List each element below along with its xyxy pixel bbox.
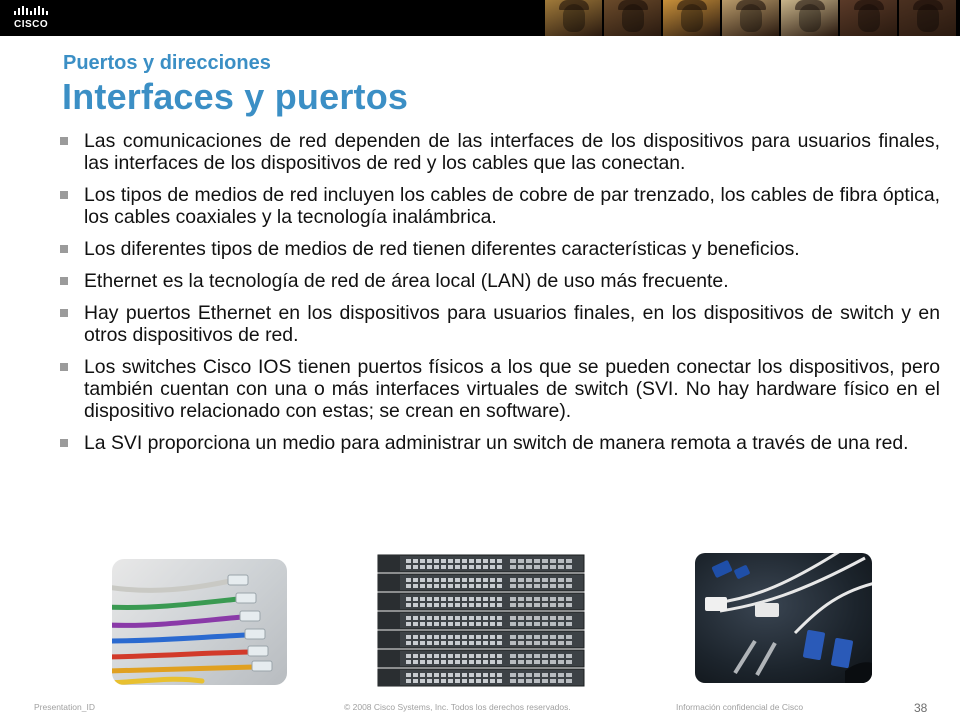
bullet-text: La SVI proporciona un medio para administrar un switch de manera remota a través de una red. — [84, 432, 909, 454]
bullet-item — [60, 184, 940, 228]
banner-photo — [781, 0, 838, 36]
bullet-item — [60, 302, 940, 346]
page-number: 38 — [914, 701, 928, 715]
banner-photo — [899, 0, 956, 36]
bullet-item — [60, 130, 940, 174]
switch-stack-image — [376, 551, 586, 691]
fiber-connectors-image — [695, 553, 872, 683]
bullet-item — [60, 270, 940, 292]
cisco-logo-text: CISCO — [14, 19, 49, 30]
bullet-square-icon — [60, 309, 68, 317]
banner-photo — [545, 0, 602, 36]
slide-subtitle: Puertos y direcciones — [63, 52, 271, 74]
footer-confidential: Información confidencial de Cisco — [676, 702, 804, 712]
bullet-text: Los tipos de medios de red incluyen los cables de cobre de par trenzado, los cables de fibra óptica, los cables coaxiales y la tecnología inalámbrica. — [84, 184, 940, 228]
bullet-square-icon — [60, 191, 68, 199]
bullet-square-icon — [60, 137, 68, 145]
bullet-square-icon — [60, 245, 68, 253]
header-banner — [0, 0, 960, 36]
bullet-text: Ethernet es la tecnología de red de área local (LAN) de uso más frecuente. — [84, 270, 729, 292]
bullet-square-icon — [60, 363, 68, 371]
bullet-text: Hay puertos Ethernet en los dispositivos para usuarios finales, en los dispositivos de switch y en otros dispositivos de red. — [84, 302, 940, 346]
bullet-item — [60, 238, 940, 260]
ethernet-cables-image — [112, 559, 287, 685]
banner-photo — [604, 0, 661, 36]
bullet-text: Los diferentes tipos de medios de red tienen diferentes características y beneficios. — [84, 238, 800, 260]
banner-photo — [840, 0, 897, 36]
slide-title: Interfaces y puertos — [62, 76, 409, 117]
footer-presentation-id: Presentation_ID — [34, 702, 95, 712]
banner-photo — [722, 0, 779, 36]
bullet-text: Las comunicaciones de red dependen de las interfaces de los dispositivos para usuarios finales, las interfaces de los dispositivos de red y los cables que las conectan. — [84, 130, 940, 174]
bullet-square-icon — [60, 277, 68, 285]
footer-copyright: © 2008 Cisco Systems, Inc. Todos los derechos reservados. — [344, 702, 571, 712]
banner-photo — [663, 0, 720, 36]
bullet-text: Los switches Cisco IOS tienen puertos físicos a los que se pueden conectar los dispositivos, pero también cuentan con una o más interfaces virtuales de switch (SVI. No hay hardware físico en el dispositivo relacionado con estas; se crean en software). — [84, 356, 940, 422]
bullet-square-icon — [60, 439, 68, 447]
bullet-list — [60, 130, 940, 464]
bullet-item — [60, 432, 940, 454]
bullet-item — [60, 356, 940, 422]
banner-photos — [545, 0, 956, 36]
